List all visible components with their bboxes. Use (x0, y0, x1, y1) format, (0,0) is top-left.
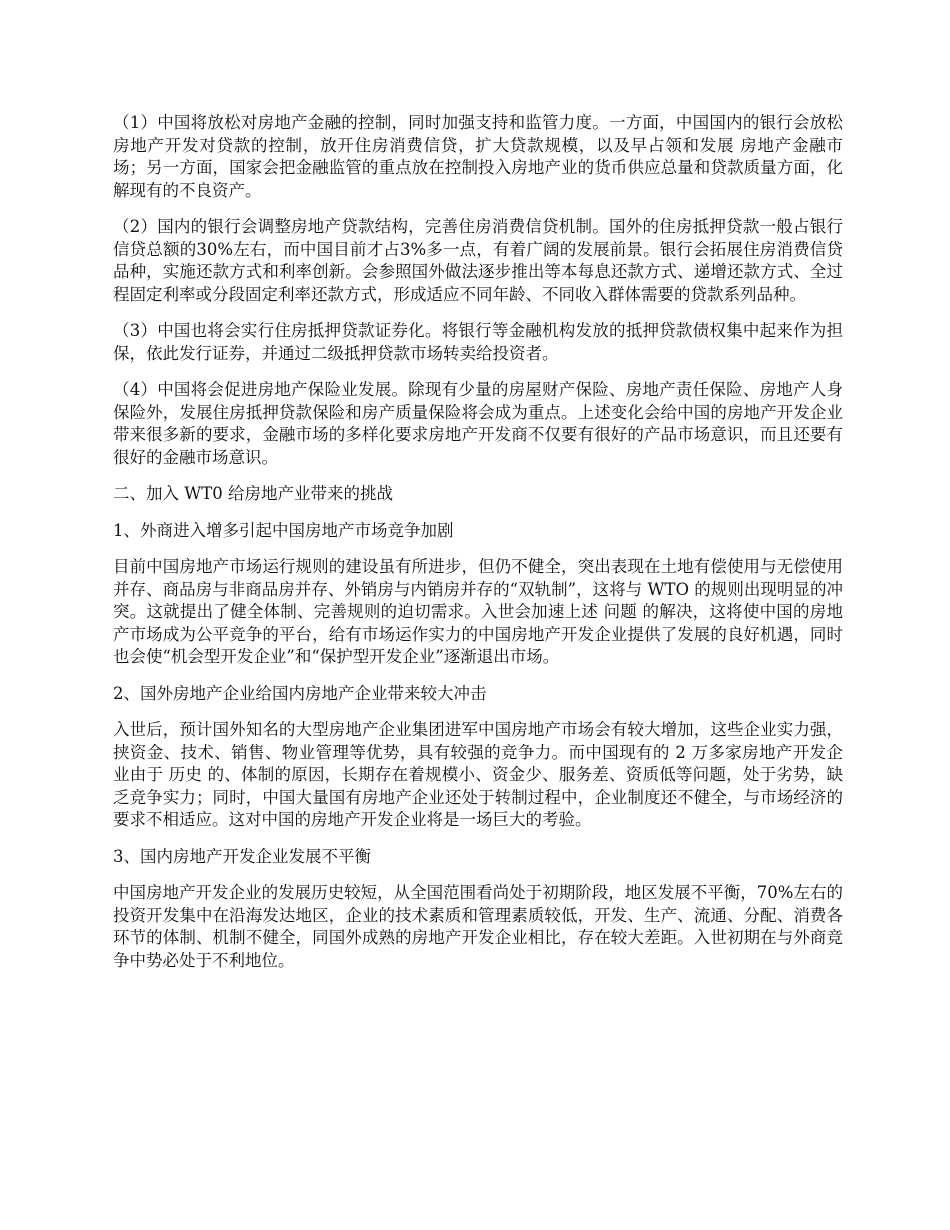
paragraph-finance-control: （1）中国将放松对房地产金融的控制，同时加强支持和监管力度。一方面，中国国内的银行会放松房地产开发对贷款的控制，放开住房消费信贷，扩大贷款规模，以及早占领和发展 房地产金融市场；另一方面，国家会把金融监管的重点放在控制投入房地产业的货币供应总量和贷款质量方面，化解现有的不良资产。 (113, 113, 843, 200)
document-page (113, 112, 843, 986)
paragraph-securitization: （3）中国也将会实行住房抵押贷款证券化。将银行等金融机构发放的抵押贷款债权集中起来作为担保，依此发行证券，并通过二级抵押贷款市场转卖给投资者。 (113, 321, 843, 363)
paragraph-insurance: （4）中国将会促进房地产保险业发展。除现有少量的房屋财产保险、房地产责任保险、房地产人身保险外，发展住房抵押贷款保险和房产质量保险将会成为重点。上述变化会给中国的房地产开发企业带来很多新的要求，金融市场的多样化要求房地产开发商不仅要有很好的产品市场意识，而且还要有很好的金融市场意识。 (113, 380, 843, 467)
paragraph-foreign-enterprises: 入世后，预计国外知名的大型房地产企业集团进军中国房地产市场会有较大增加，这些企业实力强，挟资金、技术、销售、物业管理等优势，具有较强的竞争力。而中国现有的 2 万多家房地产开发企业由于 历史 的、体制的原因，长期存在着规模小、资金少、服务差、资质低等问题，处于劣势，缺乏竞争实力；同时，中国大量国有房地产企业还处于转制过程中，企业制度还不健全，与市场经济的要求不相适应。这对中国的房地产开发企业将是一场巨大的考验。 (113, 720, 843, 829)
section-heading-challenges: 二、加入 WT0 给房地产业带来的挑战 (113, 484, 393, 503)
subheading-foreign-impact: 2、国外房地产企业给国内房地产企业带来较大冲击 (113, 683, 487, 703)
subheading-imbalance: 3、国内房地产开发企业发展不平衡 (113, 846, 371, 866)
paragraph-market-rules: 目前中国房地产市场运行规则的建设虽有所进步，但仍不健全，突出表现在土地有偿使用与无偿使用并存、商品房与非商品房并存、外销房与内销房并存的“双轨制”，这将与 WTO 的规则出现明显的冲突。这就提出了健全体制、完善规则的迫切需求。入世会加速上述 问题 的解决，这将使中国的房地产市场成为公平竞争的平台，给有市场运作实力的中国房地产开发企业提供了发展的良好机遇，同时也会使“机会型开发企业”和“保护型开发企业”逐渐退出市场。 (113, 557, 843, 666)
paragraph-development-imbalance: 中国房地产开发企业的发展历史较短，从全国范围看尚处于初期阶段，地区发展不平衡，70%左右的投资开发集中在沿海发达地区，企业的技术素质和管理素质较低，开发、生产、流通、分配、消费各环节的体制、机制不健全，同国外成熟的房地产开发企业相比，存在较大差距。入世初期在与外商竞争中势必处于不利地位。 (113, 883, 843, 970)
paragraph-loan-structure: （2）国内的银行会调整房地产贷款结构，完善住房消费信贷机制。国外的住房抵押贷款一般占银行信贷总额的30%左右，而中国目前才占3%多一点，有着广阔的发展前景。银行会拓展住房消费信贷品种，实施还款方式和利率创新。会参照国外做法逐步推出等本每息还款方式、递增还款方式、全过程固定利率或分段固定利率还款方式，形成适应不同年龄、不同收入群体需要的贷款系列品种。 (113, 217, 843, 304)
subheading-competition: 1、外商进入增多引起中国房地产市场竞争加剧 (113, 520, 454, 540)
